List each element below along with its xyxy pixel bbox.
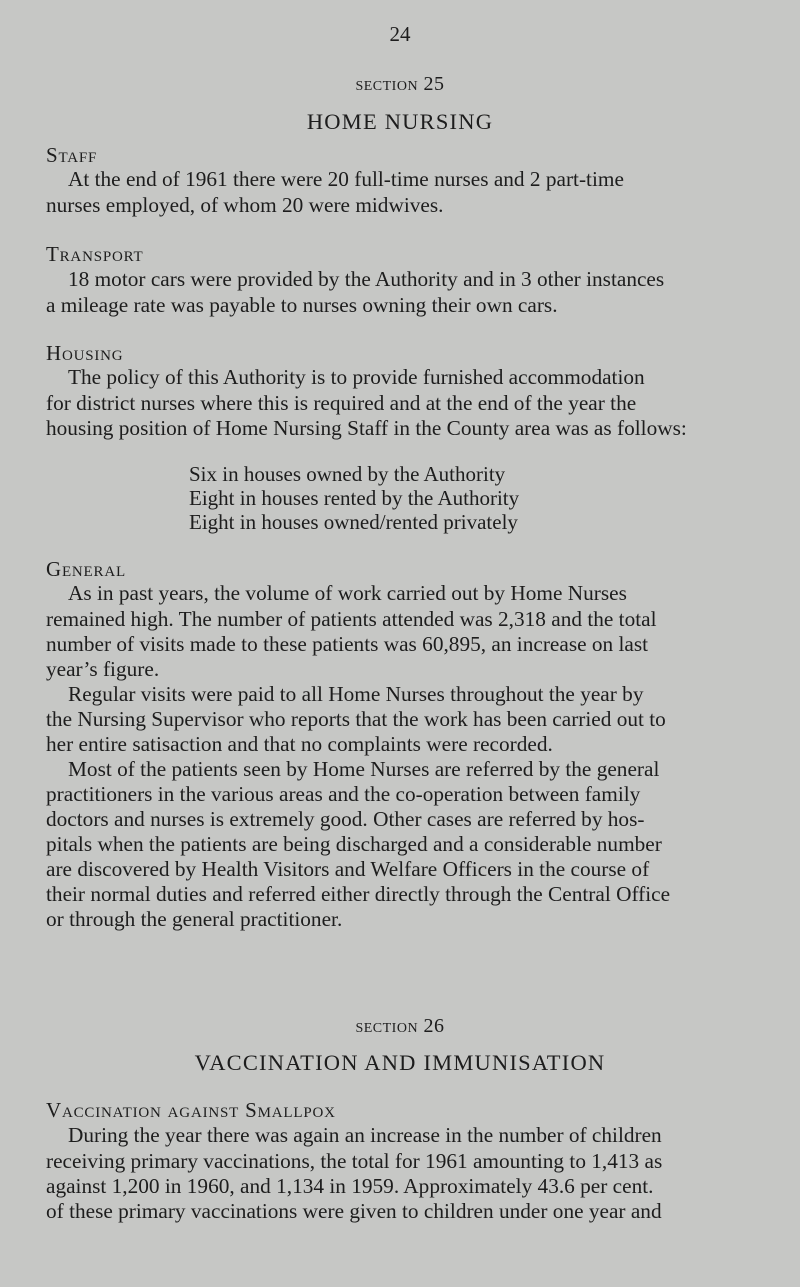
staff-heading: Staff xyxy=(46,143,98,167)
transport-line-2: a mileage rate was payable to nurses owning their own cars. xyxy=(46,293,558,317)
general-p2-line: the Nursing Supervisor who reports that the work has been carried out to xyxy=(46,707,666,731)
staff-line-1: At the end of 1961 there were 20 full-time nurses and 2 part-time xyxy=(68,167,624,191)
housing-line-2: for district nurses where this is required and at the end of the year the xyxy=(46,391,637,415)
housing-line-3: housing position of Home Nursing Staff in the County area was as follows: xyxy=(46,416,687,440)
general-heading: General xyxy=(46,557,126,581)
general-p3-line: their normal duties and referred either directly through the Central Office xyxy=(46,882,671,906)
smallpox-line: receiving primary vaccinations, the total for 1961 amounting to 1,413 as xyxy=(46,1149,663,1173)
smallpox-line: During the year there was again an increase in the number of children xyxy=(68,1123,662,1147)
housing-heading: Housing xyxy=(46,341,124,365)
smallpox-line: of these primary vaccinations were given to children under one year and xyxy=(46,1199,662,1223)
general-p1-line: remained high. The number of patients attended was 2,318 and the total xyxy=(46,607,657,631)
general-p3-line: practitioners in the various areas and the co-operation between family xyxy=(46,782,641,806)
housing-line-1: The policy of this Authority is to provide furnished accommodation xyxy=(68,365,645,389)
smallpox-heading: Vaccination against Smallpox xyxy=(46,1098,336,1122)
general-p3-line: Most of the patients seen by Home Nurses are referred by the general xyxy=(68,757,660,781)
general-p3-line: or through the general practitioner. xyxy=(46,907,343,931)
section-26-label: section 26 xyxy=(355,1015,445,1037)
general-p3-line: doctors and nurses is extremely good. Other cases are referred by hos- xyxy=(46,807,645,831)
general-p3-line: pitals when the patients are being discharged and a considerable number xyxy=(46,832,662,856)
general-p2-line: her entire satisaction and that no complaints were recorded. xyxy=(46,732,553,756)
staff-line-2: nurses employed, of whom 20 were midwives. xyxy=(46,193,444,217)
general-p1-line: year’s figure. xyxy=(46,657,160,681)
smallpox-line: against 1,200 in 1960, and 1,134 in 1959. Approximately 43.6 per cent. xyxy=(46,1174,654,1198)
section-25-title: HOME NURSING xyxy=(306,109,494,134)
housing-list-item: Six in houses owned by the Authority xyxy=(189,462,506,486)
page-number: 24 xyxy=(389,22,411,46)
transport-heading: Transport xyxy=(46,242,144,266)
general-p1-line: number of visits made to these patients was 60,895, an increase on last xyxy=(46,632,649,656)
general-p1-line: As in past years, the volume of work carried out by Home Nurses xyxy=(68,581,627,605)
section-25-label: section 25 xyxy=(355,73,445,95)
general-p2-line: Regular visits were paid to all Home Nurses throughout the year by xyxy=(68,682,644,706)
housing-list-item: Eight in houses owned/rented privately xyxy=(189,510,518,534)
section-26-title: VACCINATION AND IMMUNISATION xyxy=(194,1050,606,1075)
transport-line-1: 18 motor cars were provided by the Authority and in 3 other instances xyxy=(68,267,665,291)
general-p3-line: are discovered by Health Visitors and Welfare Officers in the course of xyxy=(46,857,650,881)
housing-list-item: Eight in houses rented by the Authority xyxy=(189,486,520,510)
